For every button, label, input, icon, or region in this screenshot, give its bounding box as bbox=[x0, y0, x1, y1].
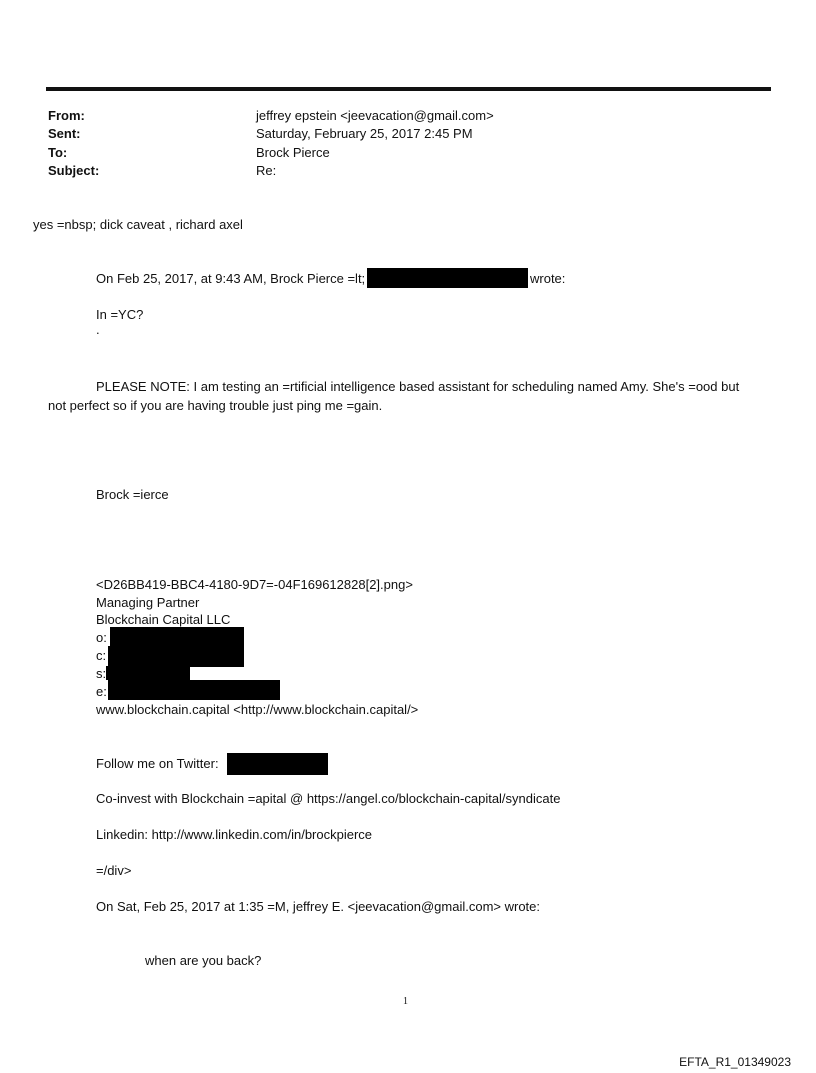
signature-company: Blockchain Capital LLC bbox=[96, 612, 231, 627]
redaction-box bbox=[227, 753, 328, 775]
dot-line: . bbox=[96, 322, 100, 337]
subject-value: Re: bbox=[256, 163, 277, 178]
header-rule bbox=[46, 87, 771, 91]
redaction-box bbox=[108, 646, 244, 667]
contact-c-label: c: bbox=[96, 648, 107, 663]
sent-label: Sent: bbox=[48, 126, 81, 141]
note-line-2: not perfect so if you are having trouble just ping me =gain. bbox=[48, 398, 383, 413]
page-number: 1 bbox=[403, 996, 408, 1007]
note-line-1: PLEASE NOTE: I am testing an =rtificial intelligence based assistant for scheduling named Amy. She's =ood but bbox=[96, 379, 740, 394]
document-id: EFTA_R1_01349023 bbox=[679, 1055, 791, 1069]
coinvest-line: Co-invest with Blockchain =apital @ https://angel.co/blockchain-capital/syndicate bbox=[96, 791, 561, 806]
contact-o-label: o: bbox=[96, 630, 107, 645]
quote-header-prefix: On Feb 25, 2017, at 9:43 AM, Brock Pierce =lt; bbox=[96, 271, 366, 286]
quote-header-suffix: wrote: bbox=[530, 271, 566, 286]
to-value: Brock Pierce bbox=[256, 145, 330, 160]
div-close-line: =/div> bbox=[96, 863, 132, 878]
from-value: jeffrey epstein <jeevacation@gmail.com> bbox=[256, 108, 494, 123]
reply-line: yes =nbsp; dick caveat , richard axel bbox=[33, 217, 243, 232]
earlier-header: On Sat, Feb 25, 2017 at 1:35 =M, jeffrey E. <jeevacation@gmail.com> wrote: bbox=[96, 899, 540, 914]
sent-value: Saturday, February 25, 2017 2:45 PM bbox=[256, 126, 473, 141]
contact-s-label: s: bbox=[96, 666, 107, 681]
image-reference: <D26BB419-BBC4-4180-9D7=-04F169612828[2].png> bbox=[96, 577, 413, 592]
in-yc-line: In =YC? bbox=[96, 307, 144, 322]
contact-e-label: e: bbox=[96, 684, 107, 699]
subject-label: Subject: bbox=[48, 163, 100, 178]
redaction-box bbox=[108, 680, 280, 700]
redaction-box bbox=[110, 627, 244, 647]
from-label: From: bbox=[48, 108, 85, 123]
twitter-line: Follow me on Twitter: bbox=[96, 756, 219, 771]
redaction-box bbox=[106, 666, 190, 680]
redaction-box bbox=[367, 268, 528, 288]
earlier-body: when are you back? bbox=[145, 953, 262, 968]
to-label: To: bbox=[48, 145, 68, 160]
signature-title: Managing Partner bbox=[96, 595, 200, 610]
linkedin-line: Linkedin: http://www.linkedin.com/in/brockpierce bbox=[96, 827, 373, 842]
signature-name: Brock =ierce bbox=[96, 487, 169, 502]
website-line: www.blockchain.capital <http://www.blockchain.capital/> bbox=[96, 702, 419, 717]
